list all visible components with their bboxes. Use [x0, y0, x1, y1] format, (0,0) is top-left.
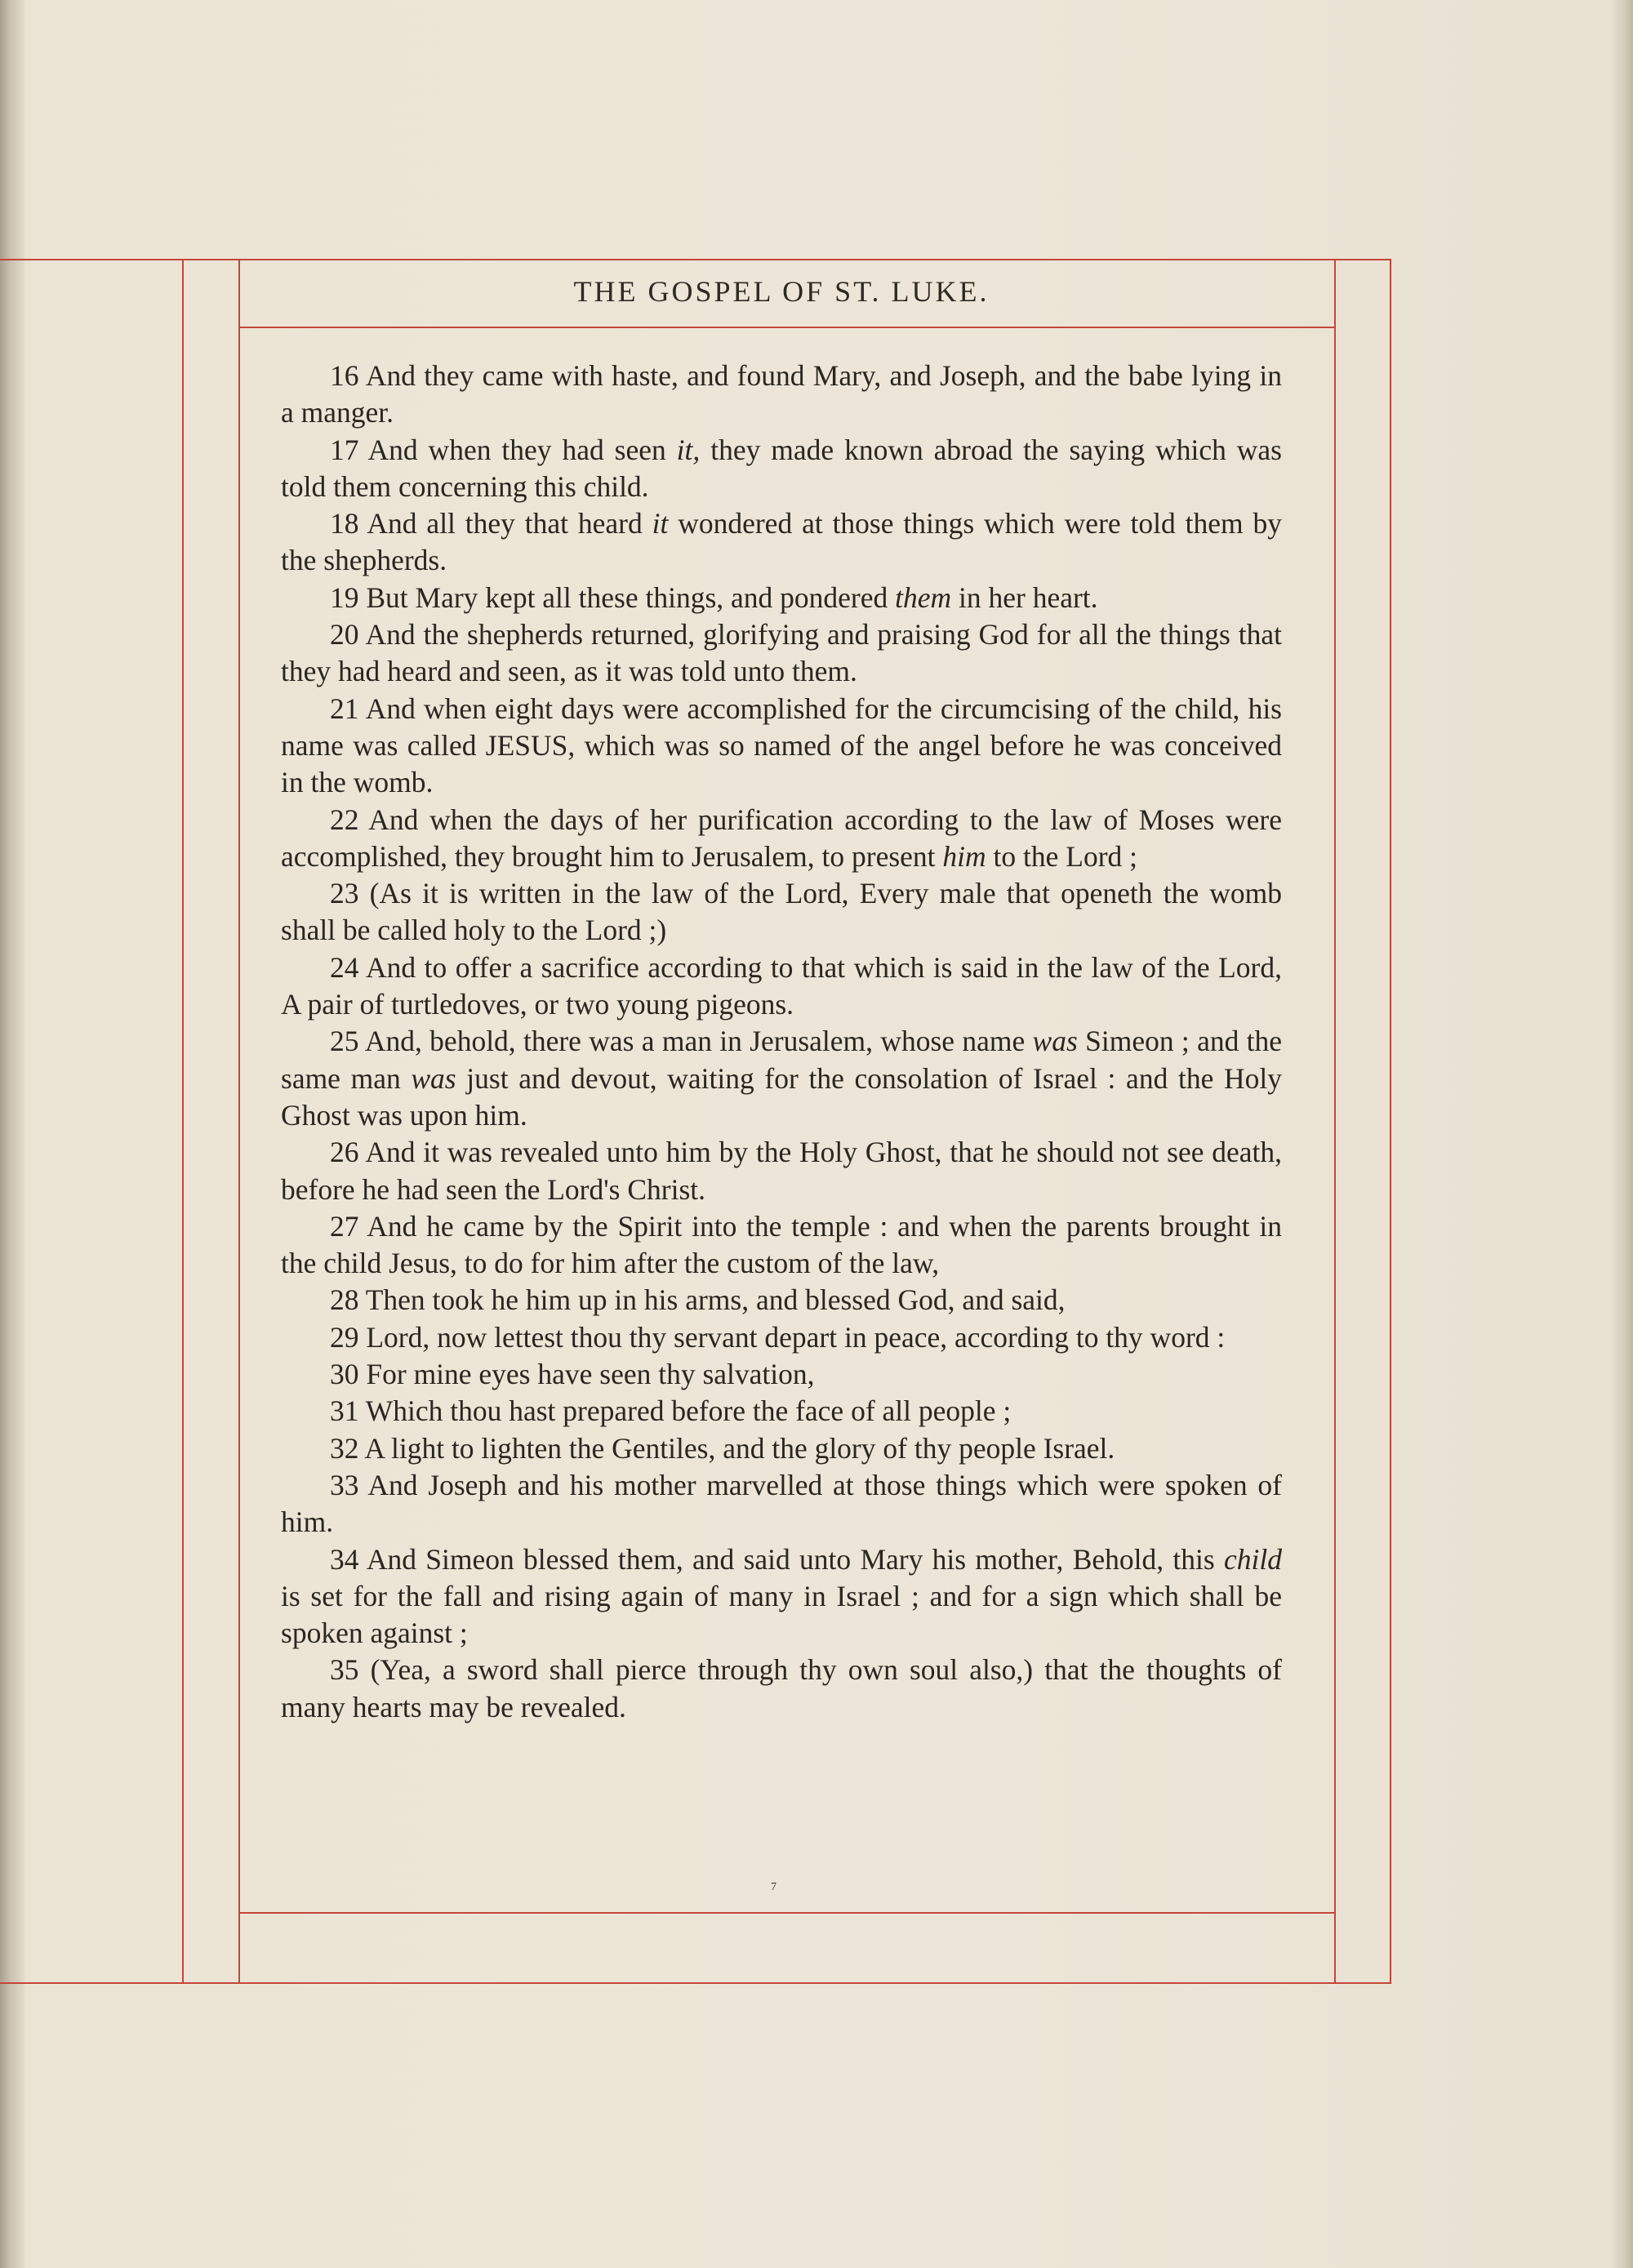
verse-text: For mine eyes have seen thy salvation, [366, 1358, 815, 1391]
verse-text: And Simeon blessed them, and said unto Mary his mother, Behold, this [366, 1542, 1225, 1576]
page-number: 7 [771, 1881, 776, 1893]
verse-number: 33 [330, 1468, 359, 1501]
verse-31 [281, 1393, 1282, 1430]
verse-number: 16 [330, 359, 359, 392]
verse-18 [281, 505, 1282, 580]
verse-33 [281, 1467, 1282, 1541]
verse-italic-text: it, [676, 433, 701, 466]
verse-italic-text: them [895, 580, 952, 614]
verse-text: (As it is written in the law of the Lord, Every male that openeth the womb shall be called holy to the Lord ;) [281, 877, 1282, 947]
verse-italic-text: it [652, 507, 669, 540]
header-rule [238, 327, 1336, 328]
verse-number: 24 [330, 950, 359, 984]
verse-text: And they came with haste, and found Mary, and Joseph, and the babe lying in a manger. [281, 359, 1283, 429]
verse-21 [281, 691, 1282, 802]
verse-text: Then took he him up in his arms, and blessed God, and said, [365, 1283, 1066, 1317]
verse-number: 29 [330, 1320, 359, 1354]
verse-text: And Joseph and his mother marvelled at those things which were spoken of him. [281, 1468, 1282, 1539]
verse-text: And the shepherds returned, glorifying and praising God for all the things that they had heard and seen, as it was told unto them. [281, 618, 1282, 688]
verse-text: And to offer a sacrifice according to that which is said in the law of the Lord, A pair of turtledoves, or two young pigeons. [281, 950, 1283, 1021]
verse-25 [281, 1023, 1282, 1134]
frame-right-inner-rule [1334, 259, 1336, 1984]
verse-22 [281, 802, 1282, 876]
verse-text: A light to lighten the Gentiles, and the glory of thy people Israel. [364, 1431, 1115, 1465]
verse-16 [281, 358, 1282, 432]
verse-number: 26 [330, 1136, 359, 1169]
verse-35 [281, 1652, 1282, 1726]
frame-right-outer-rule [1390, 259, 1391, 1984]
verse-italic-text: child [1224, 1542, 1282, 1576]
verse-text: (Yea, a sword shall pierce through thy own soul also,) that the thoughts of many hearts may be revealed. [281, 1653, 1282, 1723]
verse-text: But Mary kept all these things, and pondered [366, 580, 896, 614]
verse-19 [281, 580, 1282, 616]
verse-text: And he came by the Spirit into the temple : and when the parents brought in the child Jesus, to do for him after the custom of the law, [281, 1209, 1282, 1280]
verse-23 [281, 875, 1282, 949]
verse-text: And it was revealed unto him by the Holy Ghost, that he should not see death, before he had seen the Lord's Christ. [281, 1136, 1283, 1206]
verse-number: 31 [330, 1394, 359, 1428]
verse-number: 19 [330, 580, 359, 614]
verse-24 [281, 949, 1282, 1024]
verse-text: And when eight days were accomplished for the circumcising of the child, his name was called JESUS, which was so named of the angel before he was conceived in the womb. [281, 692, 1282, 799]
verse-28 [281, 1282, 1282, 1319]
verse-text: Lord, now lettest thou thy servant depart in peace, according to thy word : [366, 1320, 1226, 1354]
page-edge [1612, 0, 1633, 2268]
frame-left-outer-rule [182, 259, 184, 1984]
verse-number: 35 [330, 1653, 359, 1687]
verse-text: And, behold, there was a man in Jerusalem, whose name [364, 1025, 1033, 1058]
binding-gutter [0, 0, 24, 2268]
verse-number: 27 [330, 1209, 359, 1243]
verse-text: And when the days of her purification according to the law of Moses were accomplished, they brought him to Jerusalem, to present [281, 803, 1283, 873]
verse-number: 18 [330, 507, 359, 540]
verse-number: 17 [330, 433, 359, 466]
verse-number: 20 [330, 618, 359, 651]
footer-rule [238, 1912, 1336, 1914]
verse-italic-text: was [1032, 1025, 1078, 1058]
verse-text: is set for the fall and rising again of many in Israel ; and for a sign which shall be spoken against ; [281, 1579, 1282, 1650]
verse-30 [281, 1356, 1282, 1393]
verse-32 [281, 1430, 1282, 1467]
frame-left-inner-rule [238, 259, 240, 1984]
verse-number: 32 [330, 1431, 359, 1465]
verse-text-block [281, 358, 1282, 1726]
verse-text: they made known abroad the saying which was told them concerning this child. [281, 433, 1282, 503]
frame-top-rule [0, 259, 1391, 260]
verse-text: just and devout, waiting for the consolation of Israel : and the Holy Ghost was upon him. [281, 1061, 1282, 1132]
verse-text: in her heart. [951, 580, 1098, 614]
verse-29 [281, 1319, 1282, 1356]
verse-text: And when they had seen [367, 433, 677, 466]
verse-italic-text: him [942, 839, 986, 873]
running-title: THE GOSPEL OF ST. LUKE. [573, 275, 990, 308]
verse-text: to the Lord ; [986, 839, 1138, 873]
verse-number: 21 [330, 692, 359, 725]
verse-text: wondered at those things which were told them by the shepherds. [281, 507, 1282, 577]
verse-34 [281, 1541, 1282, 1652]
verse-number: 28 [330, 1283, 359, 1317]
verse-number: 25 [330, 1025, 359, 1058]
verse-26 [281, 1134, 1282, 1208]
frame-bottom-rule [0, 1982, 1391, 1984]
verse-27 [281, 1208, 1282, 1283]
verse-number: 30 [330, 1358, 359, 1391]
verse-text: Simeon ; and the same man [281, 1025, 1283, 1095]
verse-number: 22 [330, 803, 359, 836]
verse-italic-text: was [411, 1061, 456, 1095]
verse-20 [281, 616, 1282, 691]
verse-17 [281, 432, 1282, 506]
verse-text: And all they that heard [367, 507, 652, 540]
verse-number: 34 [330, 1542, 359, 1576]
verse-text: Which thou hast prepared before the face of all people ; [365, 1394, 1012, 1428]
verse-number: 23 [330, 877, 359, 910]
